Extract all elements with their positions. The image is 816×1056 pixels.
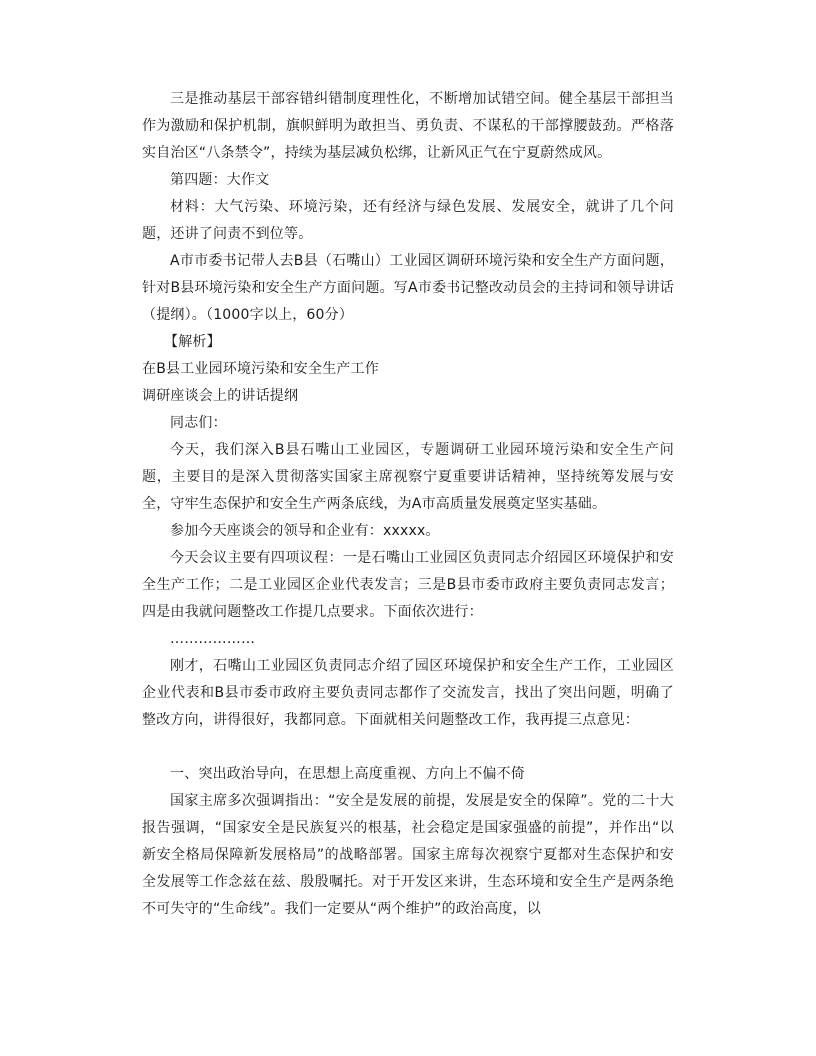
section-one-body: 国家主席多次强调指出：“安全是发展的前提，发展是安全的保障”。党的二十大报告强调，“国家安全是民族复兴的根基，社会稳定是国家强盛的前提”，并作出“以新安全格局保障新发展格局”的战略部署。国家主席每次视察宁夏都对生态保护和安全发展等工作念兹在兹、殷殷嘱托。对于开发区来讲，生态环境和安全生产是两条绝不可失守的“生命线”。我们一定要从“两个维护”的政治高度，以 <box>142 793 674 917</box>
speech-title-line-2: 调研座谈会上的讲话提纲 <box>142 388 299 404</box>
section-one-heading: 一、突出政治导向，在思想上高度重视、方向上不偏不倚 <box>170 766 525 782</box>
question-four-heading: 第四题：大作文 <box>170 172 270 188</box>
attendees-paragraph: 参加今天座谈会的领导和企业有：xxxxx。 <box>170 523 440 539</box>
material-paragraph: 材料：大气污染、环境污染，还有经济与绿色发展、发展安全，就讲了几个问题，还讲了问责不到位等。 <box>142 199 674 242</box>
blank-line <box>142 734 674 761</box>
agenda-paragraph: 今天会议主要有四项议程：一是石嘴山工业园区负责同志介绍园区环境保护和安全生产工作；二是工业园区企业代表发言；三是B县市委市政府主要负责同志发言；四是由我就问题整改工作提几点要求。下面依次进行： <box>142 550 674 620</box>
document-body <box>142 86 674 923</box>
paragraph-point-three: 三是推动基层干部容错纠错制度理性化，不断增加试错空间。健全基层干部担当作为激励和保护机制，旗帜鲜明为敢担当、勇负责、不谋私的干部撑腰鼓劲。严格落实自治区“八条禁令”，持续为基层减负松绑，让新风正气在宁夏蔚然成风。 <box>142 91 674 161</box>
speech-title-line-1: 在B县工业园环境污染和安全生产工作 <box>142 361 380 377</box>
summary-paragraph: 刚才，石嘴山工业园区负责同志介绍了园区环境保护和安全生产工作，工业园区企业代表和B县市委市政府主要负责同志都作了交流发言，找出了突出问题，明确了整改方向，讲得很好，我都同意。下面就相关问题整改工作，我再提三点意见： <box>142 658 674 728</box>
salutation: 同志们： <box>170 415 227 431</box>
ellipsis-line: ……………… <box>170 631 256 647</box>
task-paragraph: A市市委书记带人去B县（石嘴山）工业园区调研环境污染和安全生产方面问题，针对B县环境污染和安全生产方面问题。写A市委书记整改动员会的主持词和领导讲话（提纲）。（1000字以上，60分） <box>142 253 674 323</box>
analysis-heading: 【解析】 <box>164 334 221 350</box>
opening-paragraph: 今天，我们深入B县石嘴山工业园区，专题调研工业园环境污染和安全生产问题，主要目的是深入贯彻落实国家主席视察宁夏重要讲话精神，坚持统筹发展与安全，守牢生态保护和安全生产两条底线，为A市高质量发展奠定坚实基础。 <box>142 442 674 512</box>
